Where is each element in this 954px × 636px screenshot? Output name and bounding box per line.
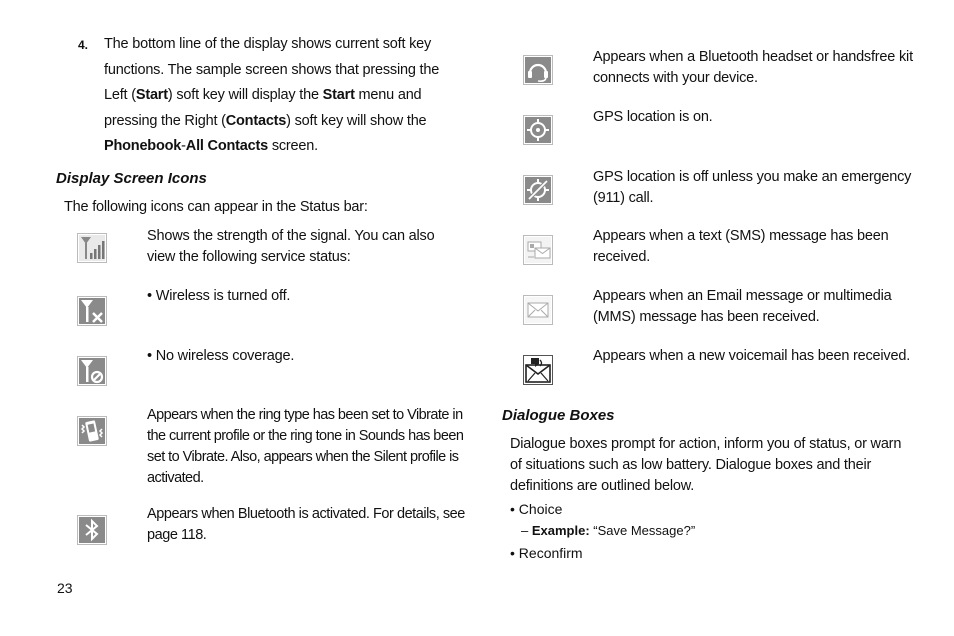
vibrate-icon [77, 416, 107, 446]
dialogue-intro: Dialogue boxes prompt for action, inform you of status, or warn of situations such as low battery. Dialogue boxes and their definitions are outlined below. [510, 436, 902, 494]
step-number: 4. [78, 38, 89, 52]
gps-on-icon [523, 115, 553, 145]
icon-desc-gps-off: GPS location is off unless you make an emergency (911) call. [593, 169, 912, 206]
bluetooth-headset-icon [523, 55, 553, 85]
icon-desc-no-coverage: • No wireless coverage. [147, 348, 295, 364]
icon-desc-gps-on: GPS location is on. [593, 109, 713, 125]
icon-desc-wireless-off: • Wireless is turned off. [147, 288, 291, 304]
list-subitem-example: – Example: “Save Message?” [521, 523, 696, 538]
bluetooth-icon [77, 515, 107, 545]
icon-desc-signal: Shows the strength of the signal. You can also view the following service status: [147, 228, 435, 265]
signal-strength-icon [77, 233, 107, 263]
icon-desc-vibrate: Appears when the ring type has been set to Vibrate in the current profile or the ring tone in Sounds has been set to Vibrate. Also, appears when the Silent profile is activated. [147, 407, 464, 486]
step-text: The bottom line of the display shows current soft key functions. The sample screen shows that pressing the Left (Start) soft key will display the Start menu and pressing the Right (Contacts) soft key will show the Phonebook-All Contacts screen. [104, 36, 440, 154]
no-coverage-icon [77, 356, 107, 386]
gps-off-icon [523, 175, 553, 205]
wireless-off-icon [77, 296, 107, 326]
icon-desc-voicemail: Appears when a new voicemail has been received. [593, 348, 911, 364]
voicemail-icon [523, 355, 553, 385]
sms-message-icon [523, 235, 553, 265]
section-title-display-icons: Display Screen Icons [56, 170, 207, 187]
status-bar-intro: The following icons can appear in the Status bar: [64, 199, 368, 215]
list-item-choice: • Choice [510, 501, 563, 517]
email-message-icon [523, 295, 553, 325]
icon-desc-sms: Appears when a text (SMS) message has been received. [593, 228, 889, 265]
list-item-reconfirm: • Reconfirm [510, 545, 583, 561]
icon-desc-bluetooth: Appears when Bluetooth is activated. For details, see page 118. [147, 506, 465, 543]
section-title-dialogue-boxes: Dialogue Boxes [502, 407, 615, 424]
icon-desc-email: Appears when an Email message or multimedia (MMS) message has been received. [593, 288, 892, 325]
icon-desc-headset: Appears when a Bluetooth headset or handsfree kit connects with your device. [593, 49, 913, 86]
page-number: 23 [57, 580, 73, 596]
